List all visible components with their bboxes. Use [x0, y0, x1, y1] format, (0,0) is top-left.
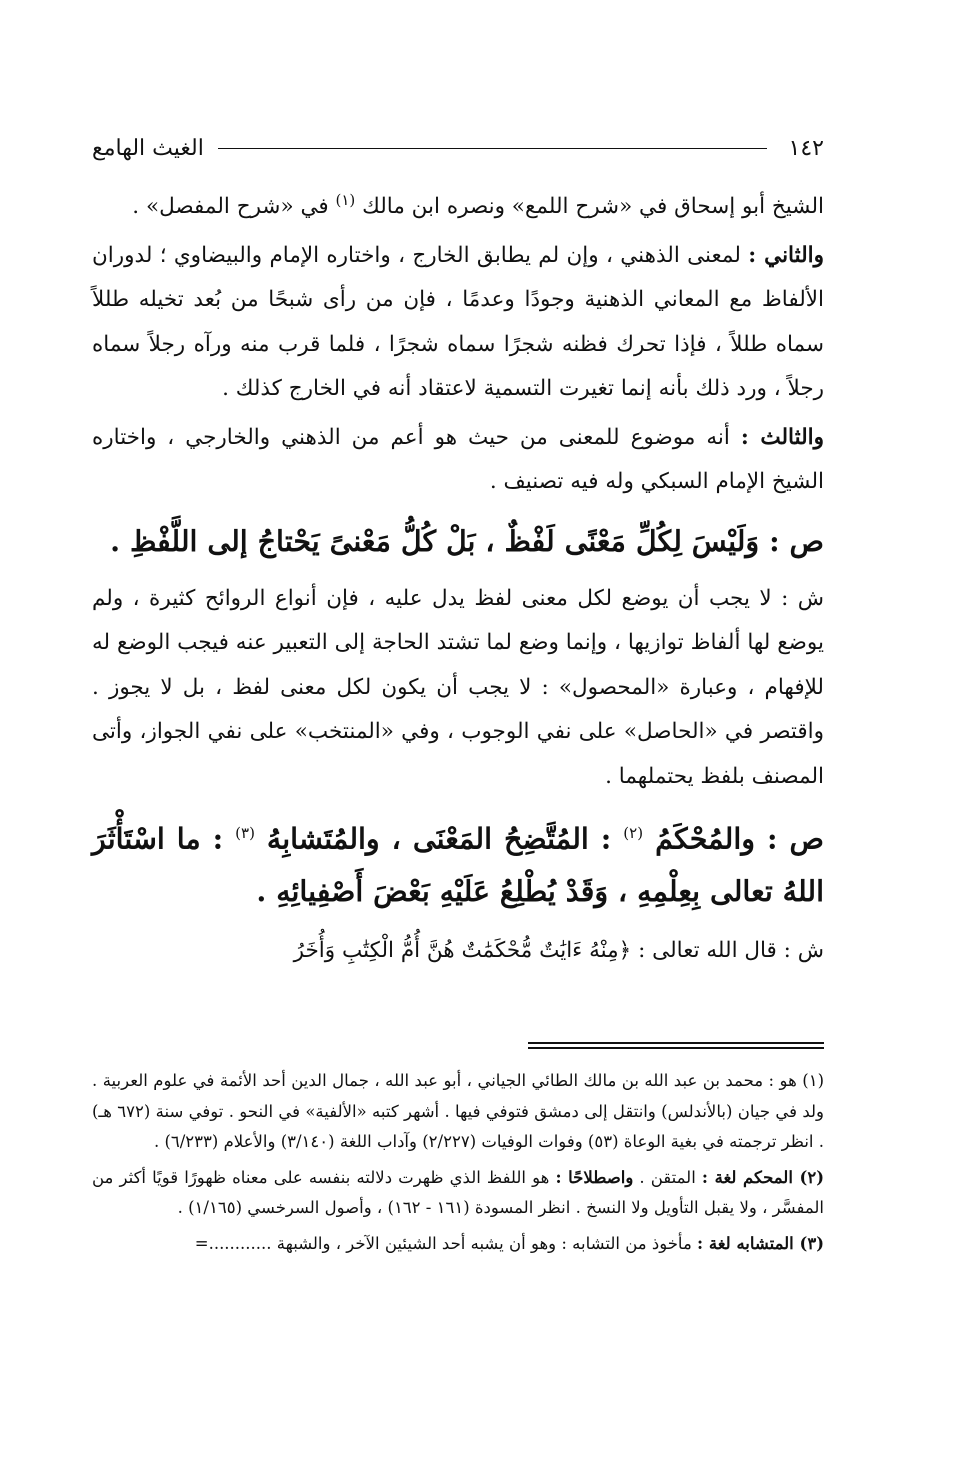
- page-number: ١٤٢: [788, 135, 824, 161]
- matn-text: : المُتَّضِحُ المَعْنَى ، والمُتَشابِهُ: [266, 821, 612, 856]
- paragraph-third-opinion: [92, 416, 824, 505]
- footnote-text: هو اللفظ الذي ظهرت دلالته بنفسه على معناه ظهورًا قويًا أكثر من المفسَّر ، ولا يقبل التأويل ولا النسخ . انظر المسودة (١٦١ - ١٦٢) ، وأصول السرخسي (١/١٦٥) .: [92, 1167, 824, 1217]
- footnotes: [92, 1066, 824, 1264]
- matn-statement-muhkam: [92, 807, 824, 917]
- running-header: [92, 128, 824, 168]
- matn-statement: ص : وَلَيْسَ لِكُلِّ مَعْنًى لَفْظٌ ، بَلْ كُلُّ مَعْنىً يَحْتاجُ إلى اللَّفْظِ .: [110, 523, 824, 558]
- footnote-2: [92, 1163, 824, 1224]
- paragraph-lead: والثالث :: [740, 424, 824, 450]
- paragraph-continuation: [92, 178, 824, 230]
- footnote-term: (٣) المتشابه لغة :: [697, 1233, 824, 1253]
- footnote-ref: (٣): [235, 824, 255, 843]
- footnote-3: [92, 1229, 824, 1260]
- main-text: [92, 178, 824, 973]
- footnote-separator: [528, 1042, 824, 1049]
- paragraph-text: لمعنى الذهني ، وإن لم يطابق الخارج ، واختاره الإمام والبيضاوي ؛ لدوران الألفاظ مع المعاني الذهنية وجودًا وعدمًا ، فإن من رأى شبحًا من بُعد تخيله طللاً سماه طللاً ، فإذا تحرك فظنه شجرًا سماه شجرًا ، فلما قرب منه ورآه رجلاً سماه رجلاً ، ورد ذلك بأنه إنما تغيرت التسمية لاعتقاد أنه في الخارج كذلك .: [92, 242, 824, 402]
- footnote-1: (١) هو : محمد بن عبد الله بن مالك الطائي الجياني ، أبو عبد الله ، جمال الدين أحد الأئمة في علوم العربية . ولد في جيان (بالأندلس) وانتقل إلى دمشق فتوفي فيها . أشهر كتبه «الألفية» في النحو . توفي سنة (٦٧٢ هـ) . انظر ترجمته في بغية الوعاة (٥٣) وفوات الوفيات (٢/٢٢٧) وآداب اللغة (٣/١٤٠) والأعلام (٦/٢٣٣) .: [92, 1071, 825, 1151]
- footnote-term: واصطلاحًا :: [555, 1167, 634, 1187]
- footnote-ref: (١): [335, 191, 356, 209]
- footnote-text: مأخوذ من التشابه : وهو أن يشبه أحد الشيئين الآخر ، والشبهة ............=: [194, 1233, 692, 1253]
- paragraph-second-opinion: [92, 234, 824, 412]
- footnote-term: (٢) المحكم لغة :: [701, 1167, 825, 1187]
- sharh-commentary: ش : لا يجب أن يوضع لكل معنى لفظ يدل عليه ، فإن أنواع الروائح كثيرة ، ولم يوضع لها ألفاظ توازيها ، وإنما وضع لما تشتد الحاجة إلى التعبير عنه فيجب الوضع له للإفهام ، وعبارة «المحصول» : لا يجب أن يكون لكل معنى لفظ ، بل لا يجوز . واقتصر في «الحاصل» على نفي الوجوب ، وفي «المنتخب» على نفي الجواز، وأتى المصنف بلفظ يحتملهما .: [92, 585, 824, 789]
- footnote-text: المتقن .: [639, 1167, 696, 1187]
- paragraph-text-tail: في «شرح المفصل» .: [132, 194, 329, 220]
- sharh-commentary-quran: ش : قال الله تعالى : ﴿مِنْهُ ءَايَٰتٌ مُّحْكَمَٰتٌ هُنَّ أُمُّ الْكِتَٰبِ وَأُخَرُ: [293, 937, 824, 963]
- paragraph-text: الشيخ أبو إسحاق في «شرح اللمع» ونصره ابن مالك: [362, 194, 824, 220]
- paragraph-lead: والثاني :: [748, 242, 824, 268]
- book-title: الغيث الهامع: [92, 135, 204, 161]
- header-rule: [218, 148, 767, 149]
- footnote-ref: (٢): [623, 824, 644, 843]
- matn-text: : ما اسْتَأْثَرَ اللهُ تعالى بِعِلْمِهِ ، وَقَدْ يُطْلِعُ عَلَيْهِ بَعْضَ أَصْفِيائِهِ .: [92, 821, 824, 908]
- matn-text: ص : والمُحْكَمُ: [655, 821, 824, 856]
- paragraph-text: أنه موضوع للمعنى من حيث هو أعم من الذهني والخارجي ، واختاره الشيخ الإمام السبكي وله فيه تصنيف .: [92, 424, 824, 495]
